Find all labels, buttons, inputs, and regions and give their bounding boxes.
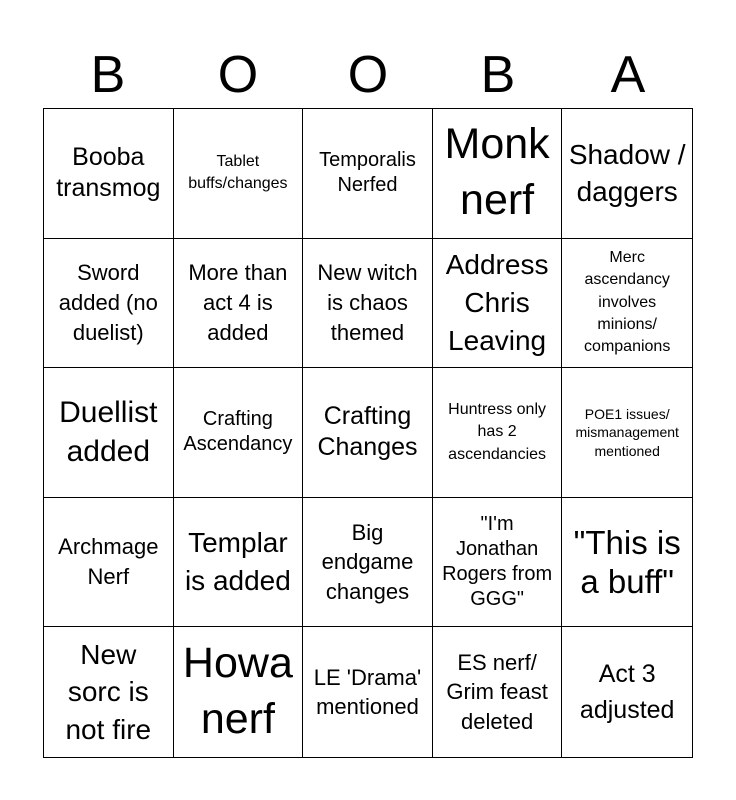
bingo-cell[interactable] bbox=[562, 109, 692, 239]
cell-text: New sorc is not fire bbox=[65, 638, 152, 746]
cell-text: "I'm Jonathan Rogers from GGG" bbox=[442, 513, 553, 611]
bingo-cell[interactable] bbox=[174, 368, 304, 498]
cell-text: Huntress only has 2 ascendancies bbox=[448, 400, 547, 463]
bingo-cell[interactable] bbox=[174, 109, 304, 239]
header-letter: O bbox=[347, 46, 389, 104]
bingo-cell[interactable] bbox=[303, 498, 433, 628]
cell-text: Templar is added bbox=[184, 527, 291, 597]
header-letter: A bbox=[610, 46, 646, 104]
cell-text: POE1 issues/ mismanagement mentioned bbox=[575, 406, 679, 459]
bingo-cell[interactable] bbox=[44, 498, 174, 628]
cell-text: Booba transmog bbox=[56, 143, 161, 203]
cell-text: "This is a buff" bbox=[573, 523, 681, 601]
cell-text: Act 3 adjusted bbox=[579, 659, 675, 725]
bingo-grid bbox=[43, 108, 693, 758]
bingo-cell[interactable] bbox=[562, 239, 692, 369]
cell-text: Sword added (no duelist) bbox=[58, 260, 158, 345]
bingo-cell[interactable] bbox=[303, 627, 433, 757]
bingo-cell[interactable] bbox=[174, 627, 304, 757]
cell-text: Duellist added bbox=[59, 396, 158, 469]
bingo-cell[interactable] bbox=[174, 498, 304, 628]
cell-text: Shadow / daggers bbox=[568, 138, 686, 208]
bingo-cell[interactable] bbox=[303, 109, 433, 239]
bingo-cell[interactable] bbox=[562, 368, 692, 498]
cell-text: LE 'Drama' mentioned bbox=[313, 664, 422, 720]
cell-text: Tablet buffs/changes bbox=[188, 152, 288, 193]
bingo-cell[interactable] bbox=[44, 627, 174, 757]
bingo-cell[interactable] bbox=[303, 368, 433, 498]
bingo-cell[interactable] bbox=[562, 498, 692, 628]
bingo-cell[interactable] bbox=[433, 368, 563, 498]
cell-text: More than act 4 is added bbox=[188, 260, 288, 345]
cell-text: Temporalis Nerfed bbox=[319, 149, 416, 197]
cell-text: Big endgame changes bbox=[321, 519, 414, 604]
header-letter: O bbox=[217, 46, 259, 104]
bingo-cell[interactable] bbox=[562, 627, 692, 757]
bingo-header bbox=[43, 42, 693, 108]
header-letter: B bbox=[90, 46, 126, 104]
cell-text: Archmage Nerf bbox=[58, 534, 159, 590]
bingo-cell[interactable] bbox=[44, 368, 174, 498]
cell-text: Monk nerf bbox=[444, 120, 550, 225]
cell-text: New witch is chaos themed bbox=[317, 260, 418, 345]
bingo-cell[interactable] bbox=[44, 109, 174, 239]
bingo-cell[interactable] bbox=[433, 239, 563, 369]
cell-text: Address Chris Leaving bbox=[445, 249, 549, 356]
bingo-cell[interactable] bbox=[303, 239, 433, 369]
bingo-cell[interactable] bbox=[433, 498, 563, 628]
cell-text: Crafting Ascendancy bbox=[183, 408, 293, 456]
cell-text: Merc ascendancy involves minions/ companions bbox=[584, 248, 671, 356]
bingo-cell[interactable] bbox=[174, 239, 304, 369]
cell-text: Crafting Changes bbox=[317, 402, 418, 462]
bingo-cell[interactable] bbox=[44, 239, 174, 369]
header-letter: B bbox=[480, 46, 516, 104]
bingo-cell[interactable] bbox=[433, 109, 563, 239]
cell-text: Howa nerf bbox=[182, 639, 293, 744]
bingo-cell[interactable] bbox=[433, 627, 563, 757]
cell-text: ES nerf/ Grim feast deleted bbox=[446, 649, 548, 735]
